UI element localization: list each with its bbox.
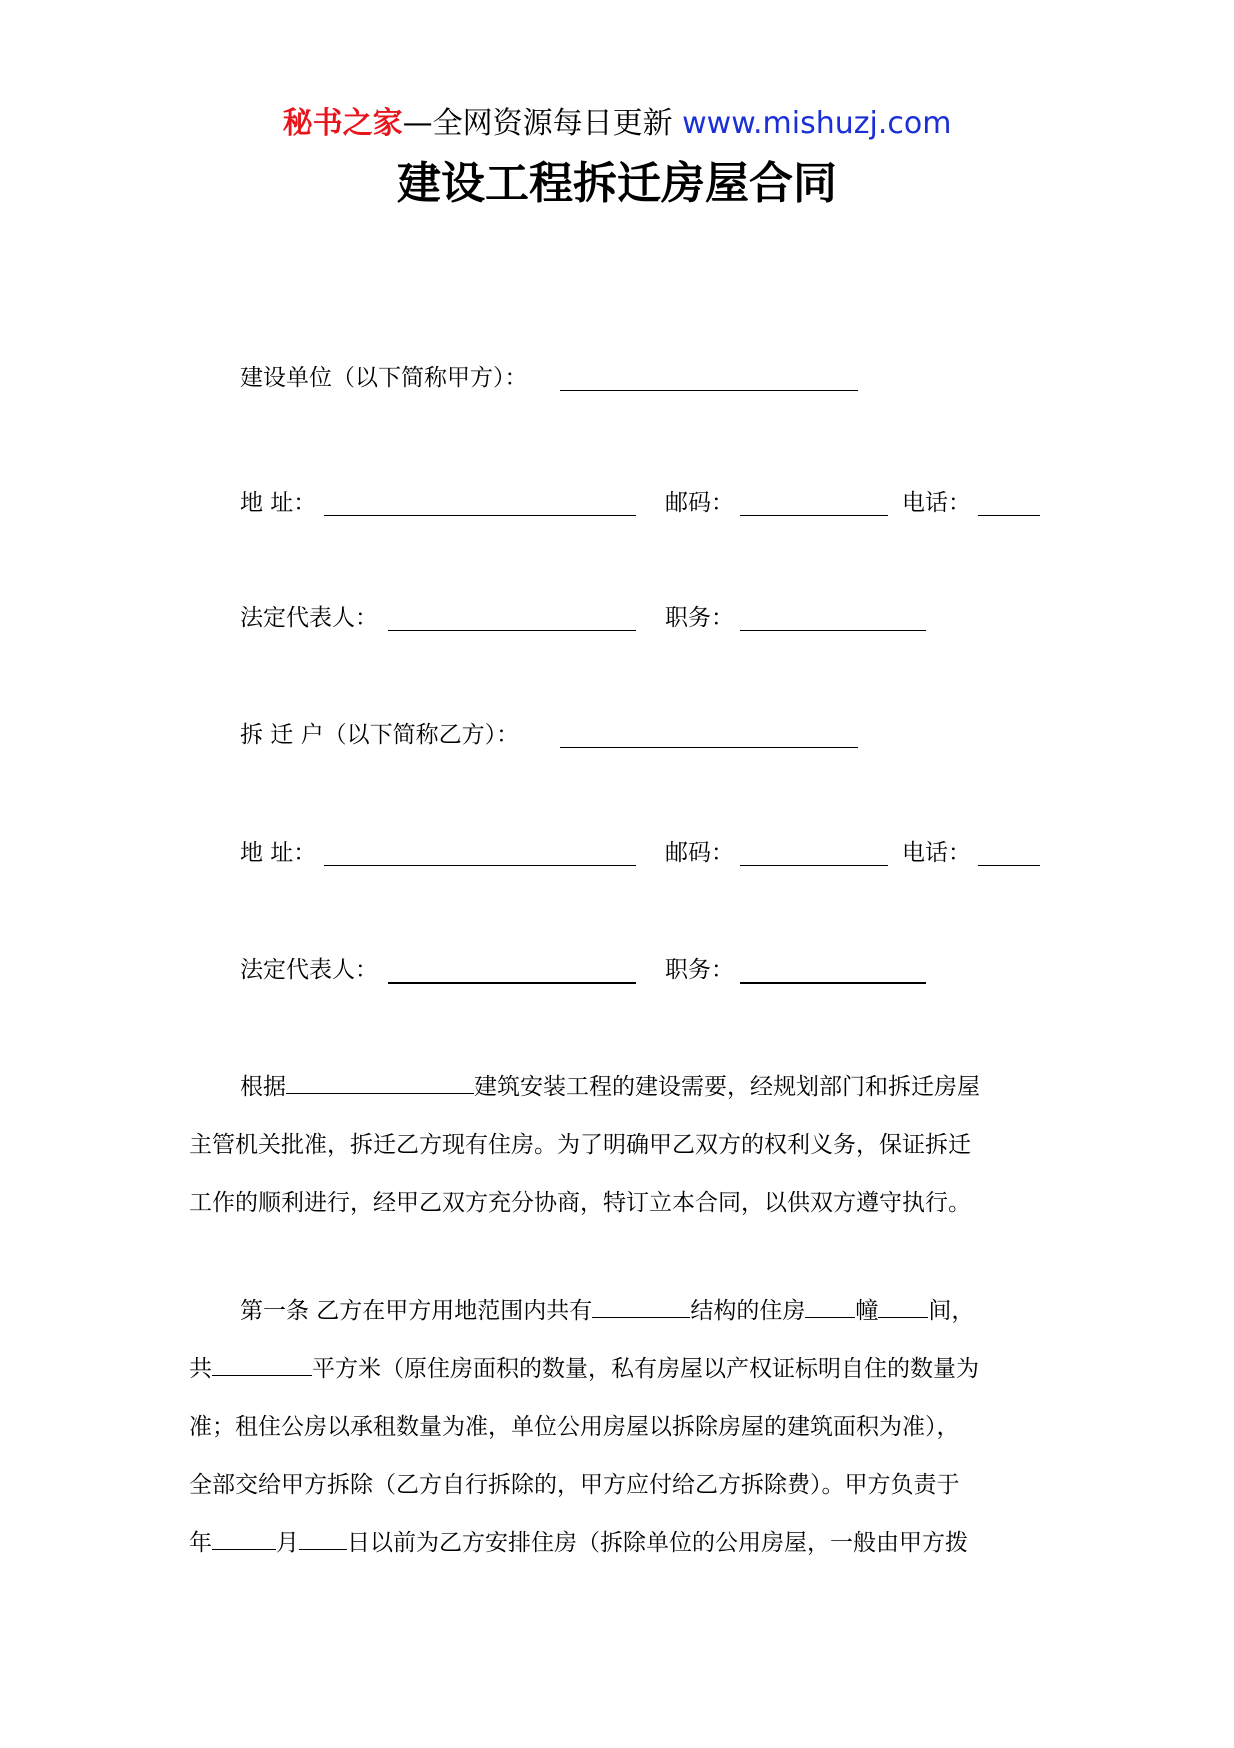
party-a-address-field[interactable]: [324, 515, 636, 516]
preamble-line-2: 主管机关批准，拆迁乙方现有住房。为了明确甲乙双方的权利义务，保证拆迁: [189, 1132, 971, 1158]
preamble-text: 建筑安装工程的建设需要，经规划部门和拆迁房屋: [474, 1074, 980, 1100]
party-b-address-label: 地 址：: [240, 840, 317, 866]
party-a-phone-label: 电话：: [902, 490, 971, 516]
article-1-line-1: [189, 1282, 1045, 1340]
article-text: 平方米（原住房面积的数量，私有房屋以产权证标明自住的数量为: [312, 1356, 979, 1382]
room-count-blank[interactable]: [878, 1289, 928, 1318]
party-a-postcode-field[interactable]: [740, 515, 888, 516]
site-banner: [0, 104, 1234, 144]
day-blank[interactable]: [299, 1521, 347, 1550]
party-b-unit-field[interactable]: [560, 747, 858, 748]
preamble-line-1: [189, 1058, 1045, 1116]
month-blank[interactable]: [212, 1521, 276, 1550]
article-1-line-4: 全部交给甲方拆除（乙方自行拆除的，甲方应付给乙方拆除费）。甲方负责于: [189, 1472, 960, 1498]
building-count-blank[interactable]: [805, 1289, 855, 1318]
party-a-rep-field[interactable]: [388, 630, 636, 631]
party-b-rep-label: 法定代表人：: [240, 957, 378, 983]
article-text: 结构的住房: [690, 1298, 806, 1324]
article-text: 幢: [855, 1298, 879, 1324]
party-b-address-field[interactable]: [324, 865, 636, 866]
party-b-rep-row: [240, 950, 940, 990]
banner-tagline: —全网资源每日更新: [402, 106, 673, 141]
structure-type-blank[interactable]: [592, 1289, 690, 1318]
preamble-line-3: 工作的顺利进行，经甲乙双方充分协商，特订立本合同，以供双方遵守执行。: [189, 1190, 971, 1216]
party-a-rep-row: [240, 598, 940, 638]
party-b-postcode-label: 邮码：: [665, 840, 734, 866]
party-b-address-row: [240, 833, 1040, 873]
party-a-unit-label: 建设单位（以下简称甲方）：: [240, 365, 528, 391]
preamble-text: 根据: [240, 1074, 286, 1100]
party-a-address-row: [240, 483, 1040, 523]
article-text: 间，: [928, 1298, 975, 1324]
party-a-unit-row: [240, 358, 880, 398]
party-a-unit-field[interactable]: [560, 390, 858, 391]
party-b-rep-field[interactable]: [388, 982, 636, 984]
party-a-position-field[interactable]: [740, 630, 926, 631]
brand-name: 秘书之家: [282, 106, 403, 141]
article-text: 月: [276, 1530, 299, 1556]
party-a-phone-field[interactable]: [978, 515, 1040, 516]
party-a-address-label: 地 址：: [240, 490, 317, 516]
party-b-position-label: 职务：: [665, 957, 734, 983]
party-b-phone-label: 电话：: [902, 840, 971, 866]
article-text: 年: [189, 1530, 212, 1556]
party-a-position-label: 职务：: [665, 605, 734, 631]
article-1-line-2: [189, 1340, 1045, 1398]
party-a-rep-label: 法定代表人：: [240, 605, 378, 631]
document-title: 建设工程拆迁房屋合同: [397, 158, 837, 209]
party-b-unit-label: 拆 迁 户（以下简称乙方）：: [240, 722, 520, 748]
article-1-paragraph: [189, 1282, 1045, 1572]
article-text: 日以前为乙方安排住房（拆除单位的公用房屋，一般由甲方拨: [347, 1530, 968, 1556]
article-text: 共: [189, 1356, 212, 1382]
area-blank[interactable]: [212, 1347, 312, 1376]
article-1-line-5: [189, 1514, 1045, 1572]
preamble-paragraph: [189, 1058, 1045, 1232]
article-1-line-3: 准；租住公房以承租数量为准，单位公用房屋以拆除房屋的建筑面积为准），: [189, 1414, 960, 1440]
project-name-blank[interactable]: [286, 1065, 474, 1094]
article-text: 第一条 乙方在甲方用地范围内共有: [240, 1298, 593, 1324]
party-a-postcode-label: 邮码：: [665, 490, 734, 516]
site-url-link[interactable]: www.mishuzj.com: [682, 106, 952, 141]
party-b-phone-field[interactable]: [978, 865, 1040, 866]
party-b-position-field[interactable]: [740, 982, 926, 984]
party-b-unit-row: [240, 715, 880, 755]
party-b-postcode-field[interactable]: [740, 865, 888, 866]
